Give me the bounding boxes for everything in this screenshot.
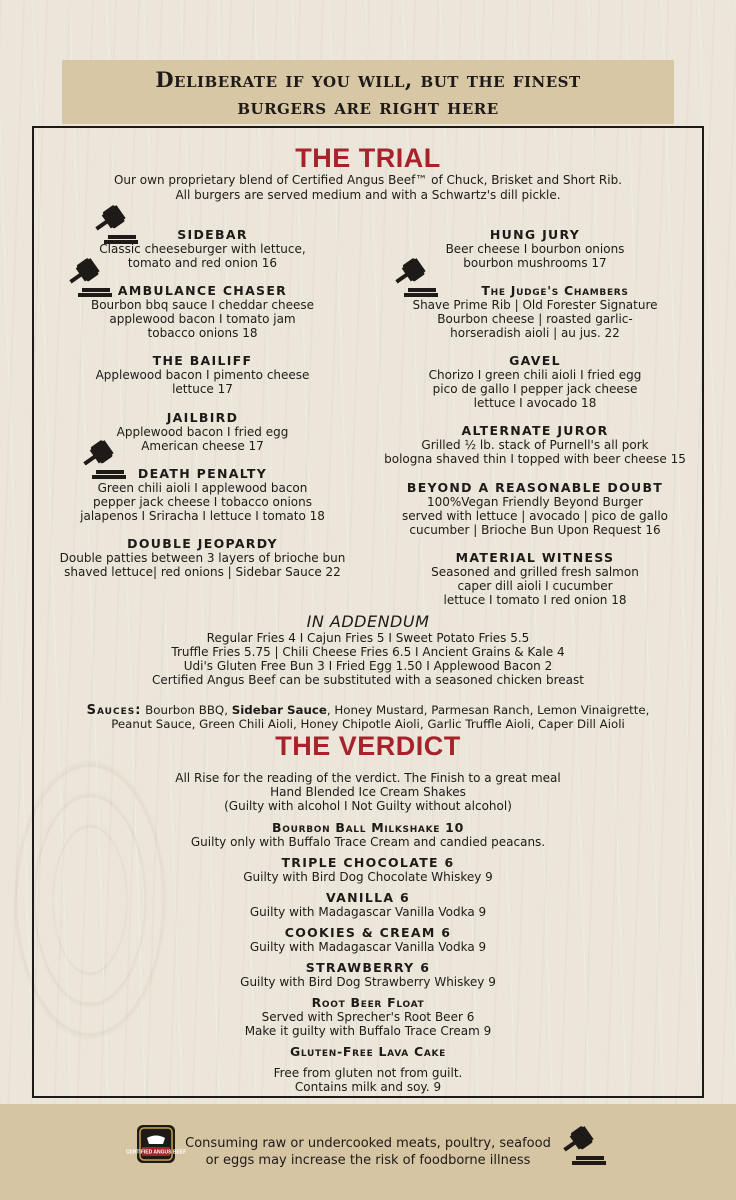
item-desc: Applewood bacon I fried egg [116, 425, 289, 439]
item-name: Bourbon Ball Milkshake 10 [272, 820, 464, 835]
item-desc: 100%Vegan Friendly Beyond Burger [426, 495, 644, 509]
trial-intro-2: All burgers are served medium and with a Schwartz's dill pickle. [175, 188, 561, 202]
item-name: GAVEL [509, 353, 561, 368]
item-desc: Grilled ½ lb. stack of Purnell's all pork [421, 438, 649, 452]
item-desc: Classic cheeseburger with lettuce, [99, 242, 306, 256]
item-desc: Bourbon bbq sauce I cheddar cheese [90, 298, 315, 312]
verdict-intro: All Rise for the reading of the verdict. The Finish to a great meal [175, 771, 561, 785]
item-desc: Double patties between 3 layers of brioche bun [59, 551, 346, 565]
dessert-vanilla [40, 890, 696, 919]
item-name: Gluten-Free Lava Cake [289, 1044, 447, 1059]
item-desc: pepper jack cheese I tobacco onions [92, 495, 313, 509]
sauces-text-bold: Sidebar Sauce [231, 703, 327, 717]
dessert-root-beer-float [40, 995, 696, 1038]
menu-item-beyond-reasonable-doubt [370, 480, 700, 537]
verdict-intro: Hand Blended Ice Cream Shakes [270, 785, 466, 799]
item-desc: Beer cheese I bourbon onions [445, 242, 625, 256]
item-name: AMBULANCE CHASER [117, 283, 288, 298]
item-name: Root Beer Float [311, 995, 425, 1010]
item-name: THE BAILIFF [152, 353, 253, 368]
item-name: MATERIAL WITNESS [455, 550, 615, 565]
logo-text: CERTIFIED ANGUS BEEF [125, 1149, 187, 1156]
item-desc: caper dill aioli I cucumber [457, 579, 613, 593]
item-desc: Contains milk and soy. 9 [294, 1080, 442, 1094]
item-desc: Guilty with Bird Dog Chocolate Whiskey 9 [243, 870, 493, 884]
item-name: ALTERNATE JUROR [461, 423, 609, 438]
item-name: HUNG JURY [489, 227, 581, 242]
item-desc: pico de gallo I pepper jack cheese [432, 382, 638, 396]
verdict-title: THE VERDICT [275, 731, 461, 761]
addendum-line: Udi's Gluten Free Bun 3 I Fried Egg 1.50 I Applewood Bacon 2 [183, 659, 553, 673]
item-name: DEATH PENALTY [137, 466, 268, 481]
menu-item-sidebar [40, 227, 365, 270]
certified-angus-beef-logo [125, 1124, 187, 1164]
addendum-title: IN ADDENDUM [306, 612, 430, 631]
sauces-line-2: Peanut Sauce, Green Chili Aioli, Honey Chipotle Aioli, Garlic Truffle Aioli, Caper Dill Aioli [111, 717, 625, 731]
item-desc: jalapenos I Sriracha I lettuce I tomato 18 [80, 509, 325, 523]
sauces-label: Sauces: [86, 703, 142, 718]
item-desc: Guilty with Madagascar Vanilla Vodka 9 [249, 940, 487, 954]
addendum-line: Regular Fries 4 I Cajun Fries 5 I Sweet Potato Fries 5.5 [206, 631, 530, 645]
item-desc: Guilty only with Buffalo Trace Cream and candied peacans. [190, 835, 546, 849]
menu-item-death-penalty [40, 466, 365, 523]
item-desc: horseradish aioli | au jus. 22 [450, 326, 620, 340]
item-desc: cucumber | Brioche Bun Upon Request 16 [409, 523, 661, 537]
item-desc: applewood bacon I tomato jam [109, 312, 296, 326]
menu-item-judges-chambers [370, 283, 700, 340]
item-desc: Served with Sprecher's Root Beer 6 [261, 1010, 475, 1024]
item-name: SIDEBAR [177, 227, 248, 242]
item-name: JAILBIRD [166, 410, 239, 425]
item-desc: American cheese 17 [141, 439, 264, 453]
item-desc: Make it guilty with Buffalo Trace Cream 9 [244, 1024, 492, 1038]
item-desc: Chorizo I green chili aioli I fried egg [428, 368, 642, 382]
item-desc: tomato and red onion 16 [127, 256, 278, 270]
item-name: STRAWBERRY 6 [305, 960, 431, 975]
item-desc: Applewood bacon I pimento cheese [95, 368, 310, 382]
header-banner [62, 60, 674, 124]
allergy-warning [180, 1135, 556, 1169]
dessert-bourbon-ball [40, 820, 696, 849]
item-desc: Green chili aioli I applewood bacon [97, 481, 308, 495]
item-desc: Guilty with Madagascar Vanilla Vodka 9 [249, 905, 487, 919]
menu-item-the-bailiff [40, 353, 365, 396]
menu-item-ambulance-chaser [40, 283, 365, 340]
verdict-intro: (Guilty with alcohol I Not Guilty without alcohol) [224, 799, 512, 813]
sauces-line-1 [36, 703, 700, 718]
item-name: The Judge's Chambers [481, 283, 629, 298]
dessert-cookies-cream [40, 925, 696, 954]
sauces-text: , Honey Mustard, Parmesan Ranch, Lemon Vinaigrette, [326, 703, 650, 717]
sauces-text: Bourbon BBQ, [141, 703, 232, 717]
addendum-line: Certified Angus Beef can be substituted with a seasoned chicken breast [152, 673, 584, 687]
menu-item-hung-jury [370, 227, 700, 270]
trial-intro-1: Our own proprietary blend of Certified Angus Beef™ of Chuck, Brisket and Short Rib. [113, 173, 622, 187]
header-line-1: Deliberate if you will, but the finest [155, 67, 581, 92]
item-name: COOKIES & CREAM 6 [284, 925, 452, 940]
item-desc: Shave Prime Rib | Old Forester Signature [412, 298, 658, 312]
trial-title: THE TRIAL [295, 143, 441, 173]
item-desc: shaved lettuce| red onions | Sidebar Sauce 22 [64, 565, 341, 579]
menu-item-double-jeopardy [40, 536, 365, 579]
item-desc: lettuce I avocado 18 [473, 396, 597, 410]
item-desc: Seasoned and grilled fresh salmon [431, 565, 639, 579]
item-name: VANILLA 6 [326, 890, 410, 905]
item-desc: served with lettuce | avocado | pico de gallo [401, 509, 669, 523]
item-desc: lettuce 17 [172, 382, 233, 396]
item-desc: lettuce I tomato I red onion 18 [443, 593, 627, 607]
item-desc: bourbon mushrooms 17 [463, 256, 607, 270]
menu-item-material-witness [370, 550, 700, 607]
item-desc: Guilty with Bird Dog Strawberry Whiskey 9 [240, 975, 496, 989]
warning-line-2: or eggs may increase the risk of foodborne illness [205, 1153, 531, 1168]
item-name: DOUBLE JEOPARDY [127, 536, 278, 551]
addendum-line: Truffle Fries 5.75 | Chili Cheese Fries 6.5 I Ancient Grains & Kale 4 [171, 645, 565, 659]
dessert-triple-chocolate [40, 855, 696, 884]
item-name: BEYOND A REASONABLE DOUBT [406, 480, 664, 495]
header-line-2: burgers are right here [237, 94, 499, 119]
menu-item-jailbird [40, 410, 365, 453]
warning-line-1: Consuming raw or undercooked meats, poultry, seafood [185, 1136, 551, 1151]
item-desc: tobacco onions 18 [147, 326, 258, 340]
item-desc: bologna shaved thin I topped with beer cheese 15 [384, 452, 686, 466]
dessert-strawberry [40, 960, 696, 989]
dessert-lava-cake [40, 1044, 696, 1094]
item-desc: Bourbon cheese | roasted garlic- [437, 312, 633, 326]
item-desc: Free from gluten not from guilt. [273, 1066, 463, 1080]
menu-item-gavel [370, 353, 700, 410]
gavel-icon [560, 1124, 606, 1166]
item-name: TRIPLE CHOCOLATE 6 [281, 855, 455, 870]
menu-item-alternate-juror [370, 423, 700, 466]
